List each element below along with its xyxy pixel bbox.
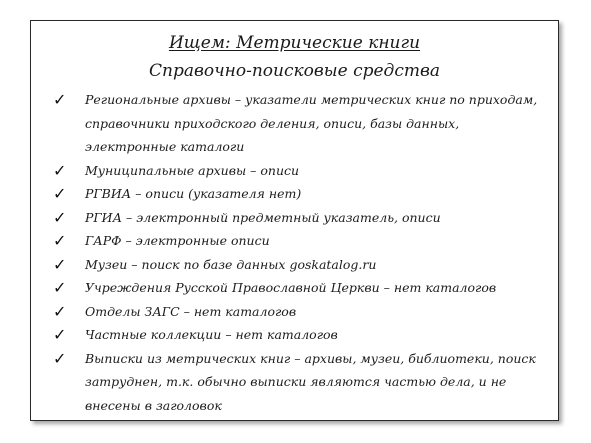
checkmark-icon: ✓: [53, 325, 67, 344]
page-title: [31, 33, 558, 53]
list-item: [53, 276, 544, 300]
list-item-text: Частные коллекции – нет каталогов: [85, 327, 338, 342]
list-item: [53, 347, 544, 418]
list-item-text: РГИА – электронный предметный указатель, описи: [85, 209, 441, 225]
checkmark-icon: ✓: [53, 184, 67, 203]
checkmark-icon: ✓: [53, 254, 67, 274]
checkmark-icon: ✓: [53, 90, 67, 109]
checkmark-icon: ✓: [53, 301, 67, 321]
list-item-text: Учреждения Русской Православной Церкви – нет каталогов: [85, 280, 497, 295]
list-item-text: РГВИА – описи (указателя нет): [85, 186, 302, 201]
list-item-text: Отделы ЗАГС – нет каталогов: [85, 303, 297, 319]
slide-card: [30, 20, 559, 421]
list-item: [53, 88, 544, 159]
list-item-text: ГАРФ – электронные описи: [85, 233, 270, 248]
checklist: [53, 88, 544, 417]
list-item-text: Музеи – поиск по базе данных goskatalog.ru: [85, 256, 377, 272]
list-item: [53, 323, 544, 347]
list-item: [53, 206, 544, 230]
list-item-text: Региональные архивы – указатели метрических книг по приходам, справочники приходского деления, описи, базы данных, электронные каталоги: [85, 92, 538, 154]
list-item-text: Выписки из метрических книг – архивы, музеи, библиотеки, поиск затруднен, т.к. обычно выписки являются частью дела, и не внесены в заголовок: [85, 350, 536, 413]
checkmark-icon: ✓: [53, 160, 67, 180]
list-item: [53, 182, 544, 206]
page-subtitle: Справочно-поисковые средства: [148, 61, 440, 81]
checkmark-icon: ✓: [53, 231, 67, 250]
checkmark-icon: ✓: [53, 278, 67, 297]
list-item: [53, 229, 544, 253]
list-item-text: Муниципальные архивы – описи: [85, 162, 300, 178]
page-title-text: Ищем: Метрические книги: [168, 33, 421, 53]
checkmark-icon: ✓: [53, 348, 67, 368]
list-item: [53, 300, 544, 324]
checkmark-icon: ✓: [53, 207, 67, 227]
list-item: [53, 159, 544, 183]
list-item: [53, 253, 544, 277]
